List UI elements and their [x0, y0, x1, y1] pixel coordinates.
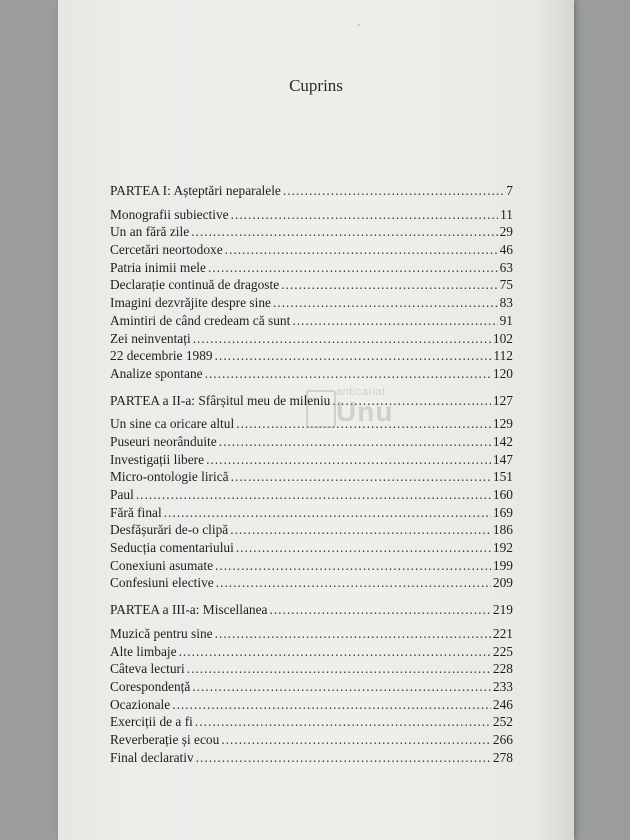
dot-leader [187, 661, 491, 677]
toc-page-number: 252 [492, 714, 513, 730]
dot-leader [219, 434, 491, 450]
toc-entry-label: Zei neinventați [110, 330, 191, 346]
toc-entry [110, 260, 513, 278]
toc-entry-label: Un an fără zile [110, 224, 190, 240]
toc-entry-label: Desfășurări de-o clipă [110, 522, 229, 538]
dot-leader [205, 366, 491, 382]
toc-entry [110, 331, 513, 349]
toc-entry [110, 416, 513, 434]
page-title: Cuprins [289, 76, 343, 95]
toc-entry-label: Exerciții de a fi [110, 714, 193, 730]
dot-leader [164, 505, 491, 521]
toc-page-number: 63 [499, 259, 513, 275]
toc-entry [110, 434, 513, 452]
dot-leader [196, 750, 491, 766]
book-page [58, 0, 574, 840]
toc-page-number: 186 [492, 522, 513, 538]
toc-entry-label: Ocazionale [110, 696, 171, 712]
page-speck [358, 24, 360, 26]
toc-page-number: 75 [499, 277, 513, 293]
toc-entry [110, 626, 513, 644]
dot-leader [195, 714, 491, 730]
toc-entry [110, 366, 513, 384]
watermark-small-text: anticariat [336, 386, 386, 398]
toc-entry [110, 540, 513, 558]
toc-entry-label: Corespondență [110, 678, 191, 694]
toc-entry-label: Cercetări neortodoxe [110, 242, 223, 258]
toc-entry-label: Imagini dezvrăjite despre sine [110, 295, 271, 311]
toc-page-number: 209 [492, 575, 513, 591]
toc-page-number: 147 [492, 451, 513, 467]
dot-leader [221, 732, 491, 748]
toc-entry [110, 732, 513, 750]
toc-entry [110, 644, 513, 662]
dot-leader [136, 487, 491, 503]
toc-page-number: 228 [492, 661, 513, 677]
dot-leader [172, 697, 491, 713]
table-of-contents [110, 183, 513, 767]
dot-leader [332, 393, 491, 409]
toc-entry-label: Amintiri de când credeam că sunt [110, 312, 291, 328]
section-gap [110, 593, 513, 602]
dot-leader [283, 183, 504, 199]
toc-page-number: 199 [492, 557, 513, 573]
toc-part-3 [110, 602, 513, 620]
dot-leader [179, 644, 491, 660]
toc-entry [110, 295, 513, 313]
toc-entry [110, 348, 513, 366]
toc-page-number: 129 [492, 416, 513, 432]
dot-leader [231, 207, 498, 223]
toc-page-number: 127 [492, 392, 513, 408]
toc-entry-label: Puseuri neorânduite [110, 433, 217, 449]
toc-entry [110, 224, 513, 242]
toc-entry [110, 558, 513, 576]
toc-entry [110, 575, 513, 593]
toc-entry [110, 679, 513, 697]
toc-entry-label: Analize spontane [110, 365, 203, 381]
toc-page-number: 221 [492, 625, 513, 641]
toc-page-number: 160 [492, 487, 513, 502]
toc-part-label: PARTEA I: Așteptări neparalele [110, 183, 281, 198]
toc-page-number: 7 [506, 183, 513, 198]
watermark-big-text: Unu [336, 396, 394, 427]
toc-entry [110, 505, 513, 523]
dot-leader [216, 575, 491, 591]
toc-part-2 [110, 393, 513, 411]
toc-entry-label: Final declarativ [110, 749, 194, 765]
toc-page-number: 219 [492, 602, 513, 618]
dot-leader [215, 558, 491, 574]
dot-leader [215, 626, 491, 642]
dot-leader [192, 679, 491, 695]
toc-page-number: 46 [499, 242, 513, 258]
dot-leader [225, 242, 498, 258]
toc-entry [110, 469, 513, 487]
dot-leader [231, 469, 491, 485]
toc-entry [110, 207, 513, 225]
toc-entry-label: Paul [110, 487, 134, 502]
toc-entry-label: Câteva lecturi [110, 661, 185, 677]
toc-page-number: 151 [492, 469, 513, 485]
toc-entry-label: Patria inimii mele [110, 259, 206, 275]
toc-entry [110, 487, 513, 505]
toc-entry-label: Alte limbaje [110, 643, 177, 659]
toc-page-number: 142 [492, 433, 513, 449]
toc-entry [110, 750, 513, 768]
toc-page-number: 29 [499, 224, 513, 240]
toc-entry-label: Conexiuni asumate [110, 557, 214, 573]
toc-entry-label: 22 decembrie 1989 [110, 348, 213, 364]
toc-entry-label: Investigații libere [110, 451, 205, 467]
toc-page-number: 233 [492, 678, 513, 694]
toc-page-number: 278 [492, 749, 513, 765]
toc-page-number: 246 [492, 696, 513, 712]
dot-leader [236, 540, 491, 556]
toc-page-number: 266 [492, 731, 513, 747]
toc-entry [110, 697, 513, 715]
dot-leader [273, 295, 498, 311]
toc-entry [110, 714, 513, 732]
toc-entry-label: Reverberație și ecou [110, 731, 220, 747]
toc-part-label: PARTEA a III-a: Miscellanea [110, 602, 268, 618]
toc-page-number: 112 [493, 348, 513, 364]
toc-entry-label: Micro-ontologie lirică [110, 469, 229, 485]
toc-entry [110, 661, 513, 679]
dot-leader [236, 416, 491, 432]
dot-leader [230, 522, 491, 538]
toc-part-1 [110, 183, 513, 201]
dot-leader [215, 348, 492, 364]
section-gap [110, 384, 513, 393]
dot-leader [191, 224, 497, 240]
toc-page-number: 11 [500, 206, 513, 222]
toc-page-number: 192 [492, 540, 513, 556]
toc-page-number: 91 [499, 312, 513, 328]
dot-leader [281, 277, 497, 293]
toc-entry-label: Un sine ca oricare altul [110, 416, 235, 432]
toc-entry-label: Muzică pentru sine [110, 625, 213, 641]
toc-entry-label: Confesiuni elective [110, 575, 214, 591]
toc-entry-label: Declarație continuă de dragoste [110, 277, 280, 293]
toc-part-label: PARTEA a II-a: Sfârșitul meu de mileniu [110, 392, 331, 408]
dot-leader [208, 260, 498, 276]
toc-entry [110, 522, 513, 540]
dot-leader [292, 313, 497, 329]
toc-entry [110, 452, 513, 470]
toc-page-number: 102 [492, 330, 513, 346]
toc-page-number: 169 [492, 504, 513, 520]
toc-entry-label: Seducția comentariului [110, 540, 234, 556]
toc-entry [110, 277, 513, 295]
toc-entry-label: Fără final [110, 504, 162, 520]
toc-entry [110, 313, 513, 331]
toc-entry [110, 242, 513, 260]
toc-page-number: 83 [499, 295, 513, 311]
toc-page-number: 120 [492, 365, 513, 381]
toc-page-number: 225 [492, 643, 513, 659]
toc-entry-label: Monografii subiective [110, 206, 229, 222]
dot-leader [193, 331, 491, 347]
dot-leader [206, 452, 491, 468]
dot-leader [269, 602, 490, 618]
